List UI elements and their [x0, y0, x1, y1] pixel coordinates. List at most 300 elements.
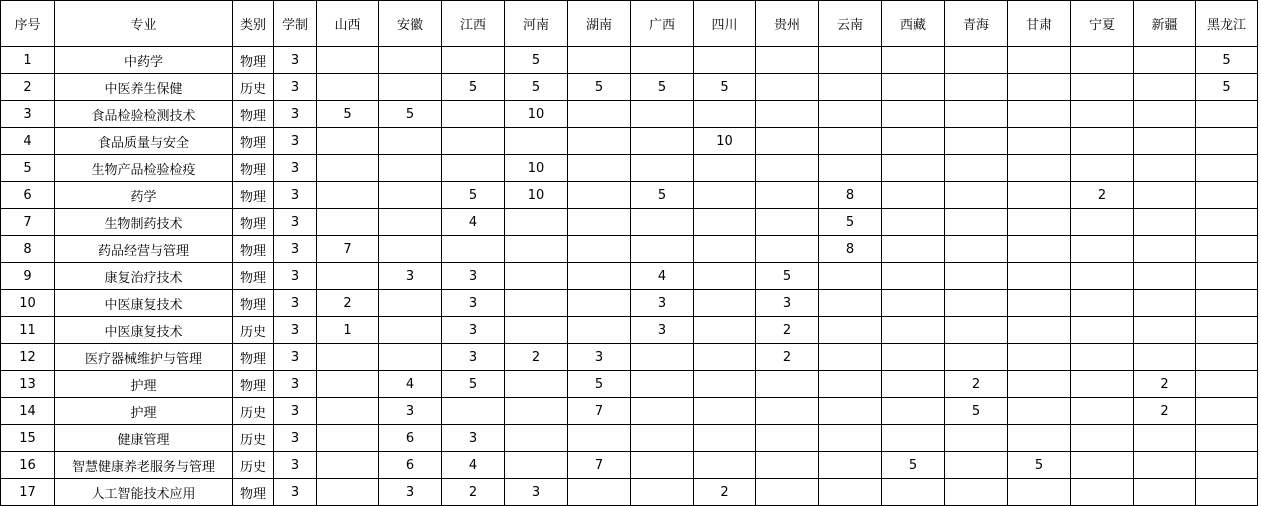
- duration-cell: 3: [274, 236, 317, 263]
- quota-cell: [631, 425, 694, 452]
- quota-cell: 3: [631, 317, 694, 344]
- quota-cell: 2: [1134, 398, 1196, 425]
- quota-cell: [882, 47, 945, 74]
- quota-cell: [694, 371, 756, 398]
- quota-cell: 10: [694, 128, 756, 155]
- quota-cell: [1196, 290, 1258, 317]
- quota-cell: 3: [631, 290, 694, 317]
- row-index-cell: 8: [1, 236, 55, 263]
- quota-cell: [505, 317, 568, 344]
- header-row: [1, 1, 1258, 47]
- quota-cell: [317, 182, 379, 209]
- column-header: 新疆: [1134, 1, 1196, 47]
- table-body: [1, 47, 1258, 506]
- quota-cell: [568, 155, 631, 182]
- quota-cell: 5: [317, 101, 379, 128]
- category-cell: 物理: [233, 47, 274, 74]
- quota-cell: 3: [442, 344, 505, 371]
- table-row: [1, 155, 1258, 182]
- quota-cell: 3: [442, 290, 505, 317]
- quota-cell: [317, 398, 379, 425]
- quota-cell: 5: [442, 74, 505, 101]
- quota-cell: 5: [568, 74, 631, 101]
- column-header: 云南: [819, 1, 882, 47]
- row-index-cell: 1: [1, 47, 55, 74]
- quota-cell: [756, 236, 819, 263]
- table-row: [1, 128, 1258, 155]
- category-cell: 物理: [233, 344, 274, 371]
- table-row: [1, 317, 1258, 344]
- quota-cell: [1134, 47, 1196, 74]
- quota-cell: [945, 290, 1008, 317]
- table-row: [1, 452, 1258, 479]
- quota-cell: [882, 155, 945, 182]
- quota-cell: [1008, 263, 1071, 290]
- quota-cell: [756, 101, 819, 128]
- quota-cell: [1008, 47, 1071, 74]
- table-row: [1, 425, 1258, 452]
- quota-cell: [505, 128, 568, 155]
- quota-cell: [1008, 182, 1071, 209]
- quota-cell: [945, 128, 1008, 155]
- quota-cell: [442, 155, 505, 182]
- duration-cell: 3: [274, 263, 317, 290]
- quota-cell: [442, 101, 505, 128]
- quota-cell: 4: [379, 371, 442, 398]
- quota-cell: [1196, 155, 1258, 182]
- quota-cell: 3: [442, 425, 505, 452]
- quota-cell: [756, 128, 819, 155]
- duration-cell: 3: [274, 182, 317, 209]
- quota-cell: [1196, 425, 1258, 452]
- quota-cell: [631, 209, 694, 236]
- duration-cell: 3: [274, 398, 317, 425]
- table-row: [1, 263, 1258, 290]
- quota-cell: 5: [442, 371, 505, 398]
- quota-cell: 3: [379, 398, 442, 425]
- quota-cell: 3: [568, 344, 631, 371]
- quota-cell: [945, 263, 1008, 290]
- quota-cell: [945, 452, 1008, 479]
- quota-cell: [1008, 236, 1071, 263]
- quota-cell: [1071, 128, 1134, 155]
- quota-cell: [1134, 155, 1196, 182]
- duration-cell: 3: [274, 290, 317, 317]
- quota-cell: [505, 425, 568, 452]
- quota-cell: [568, 47, 631, 74]
- quota-cell: [379, 317, 442, 344]
- quota-cell: [945, 209, 1008, 236]
- quota-cell: [631, 101, 694, 128]
- category-cell: 物理: [233, 290, 274, 317]
- quota-cell: [1196, 479, 1258, 506]
- quota-cell: [756, 209, 819, 236]
- quota-cell: [568, 128, 631, 155]
- quota-cell: 3: [505, 479, 568, 506]
- quota-cell: [1008, 344, 1071, 371]
- quota-cell: [1071, 101, 1134, 128]
- column-header: 序号: [1, 1, 55, 47]
- quota-cell: [694, 47, 756, 74]
- column-header: 黑龙江: [1196, 1, 1258, 47]
- quota-cell: [1134, 101, 1196, 128]
- table-row: [1, 371, 1258, 398]
- quota-cell: [694, 101, 756, 128]
- quota-cell: [694, 155, 756, 182]
- quota-cell: [756, 398, 819, 425]
- quota-cell: [694, 425, 756, 452]
- major-name-cell: 护理: [55, 371, 233, 398]
- quota-cell: [1196, 398, 1258, 425]
- quota-cell: [945, 344, 1008, 371]
- category-cell: 物理: [233, 479, 274, 506]
- quota-cell: [882, 398, 945, 425]
- quota-cell: [505, 236, 568, 263]
- column-header: 贵州: [756, 1, 819, 47]
- quota-cell: [1196, 128, 1258, 155]
- row-index-cell: 5: [1, 155, 55, 182]
- column-header: 宁夏: [1071, 1, 1134, 47]
- quota-cell: [568, 425, 631, 452]
- row-index-cell: 9: [1, 263, 55, 290]
- category-cell: 物理: [233, 371, 274, 398]
- quota-cell: [631, 398, 694, 425]
- quota-cell: 2: [1071, 182, 1134, 209]
- quota-cell: [505, 398, 568, 425]
- row-index-cell: 13: [1, 371, 55, 398]
- quota-cell: [317, 47, 379, 74]
- table-row: [1, 209, 1258, 236]
- category-cell: 物理: [233, 263, 274, 290]
- quota-cell: [1196, 452, 1258, 479]
- row-index-cell: 17: [1, 479, 55, 506]
- quota-cell: [631, 371, 694, 398]
- quota-cell: [1008, 371, 1071, 398]
- quota-cell: [756, 47, 819, 74]
- quota-cell: [882, 101, 945, 128]
- quota-cell: [631, 236, 694, 263]
- quota-cell: 8: [819, 182, 882, 209]
- major-name-cell: 智慧健康养老服务与管理: [55, 452, 233, 479]
- quota-cell: [568, 236, 631, 263]
- major-name-cell: 医疗器械维护与管理: [55, 344, 233, 371]
- quota-cell: 4: [631, 263, 694, 290]
- quota-cell: [505, 371, 568, 398]
- category-cell: 物理: [233, 209, 274, 236]
- quota-cell: [694, 452, 756, 479]
- table-row: [1, 101, 1258, 128]
- quota-cell: [631, 479, 694, 506]
- quota-cell: [379, 290, 442, 317]
- quota-cell: [694, 236, 756, 263]
- duration-cell: 3: [274, 101, 317, 128]
- quota-cell: [568, 182, 631, 209]
- quota-cell: [442, 128, 505, 155]
- column-header: 山西: [317, 1, 379, 47]
- quota-cell: [1196, 344, 1258, 371]
- quota-cell: [1134, 479, 1196, 506]
- quota-cell: 2: [317, 290, 379, 317]
- quota-cell: [1196, 317, 1258, 344]
- duration-cell: 3: [274, 317, 317, 344]
- quota-cell: 3: [379, 479, 442, 506]
- category-cell: 物理: [233, 182, 274, 209]
- quota-cell: [379, 209, 442, 236]
- table-row: [1, 47, 1258, 74]
- quota-cell: [1008, 479, 1071, 506]
- quota-cell: [379, 236, 442, 263]
- quota-cell: [568, 290, 631, 317]
- table-row: [1, 479, 1258, 506]
- category-cell: 历史: [233, 452, 274, 479]
- quota-cell: [1071, 344, 1134, 371]
- category-cell: 历史: [233, 317, 274, 344]
- quota-cell: [1196, 371, 1258, 398]
- quota-cell: [882, 263, 945, 290]
- quota-cell: 6: [379, 425, 442, 452]
- quota-cell: 5: [882, 452, 945, 479]
- quota-cell: [317, 344, 379, 371]
- major-name-cell: 中药学: [55, 47, 233, 74]
- quota-cell: [819, 371, 882, 398]
- quota-cell: [317, 155, 379, 182]
- quota-cell: [945, 101, 1008, 128]
- quota-cell: [1134, 344, 1196, 371]
- quota-cell: 2: [756, 344, 819, 371]
- quota-cell: [694, 263, 756, 290]
- quota-cell: [882, 236, 945, 263]
- category-cell: 历史: [233, 398, 274, 425]
- quota-cell: [568, 263, 631, 290]
- quota-cell: [882, 209, 945, 236]
- quota-cell: 5: [1196, 74, 1258, 101]
- quota-cell: [756, 74, 819, 101]
- major-name-cell: 中医养生保健: [55, 74, 233, 101]
- category-cell: 物理: [233, 128, 274, 155]
- table-row: [1, 182, 1258, 209]
- quota-cell: [882, 371, 945, 398]
- column-header: 广西: [631, 1, 694, 47]
- row-index-cell: 16: [1, 452, 55, 479]
- quota-cell: [317, 479, 379, 506]
- duration-cell: 3: [274, 371, 317, 398]
- quota-cell: [505, 452, 568, 479]
- quota-cell: [819, 47, 882, 74]
- quota-cell: [1071, 398, 1134, 425]
- quota-cell: [317, 263, 379, 290]
- quota-cell: 6: [379, 452, 442, 479]
- quota-cell: [756, 155, 819, 182]
- row-index-cell: 2: [1, 74, 55, 101]
- quota-cell: [1008, 398, 1071, 425]
- quota-cell: 7: [317, 236, 379, 263]
- quota-cell: [1008, 128, 1071, 155]
- row-index-cell: 3: [1, 101, 55, 128]
- duration-cell: 3: [274, 425, 317, 452]
- quota-cell: [631, 128, 694, 155]
- quota-cell: [1071, 209, 1134, 236]
- quota-cell: 5: [505, 74, 568, 101]
- quota-cell: [1196, 236, 1258, 263]
- quota-cell: [379, 344, 442, 371]
- quota-cell: [1071, 290, 1134, 317]
- quota-cell: [694, 182, 756, 209]
- quota-cell: [756, 425, 819, 452]
- duration-cell: 3: [274, 47, 317, 74]
- quota-cell: 5: [694, 74, 756, 101]
- quota-cell: [882, 290, 945, 317]
- row-index-cell: 14: [1, 398, 55, 425]
- quota-cell: 5: [505, 47, 568, 74]
- quota-cell: [317, 128, 379, 155]
- quota-cell: [317, 452, 379, 479]
- quota-cell: 3: [442, 263, 505, 290]
- quota-cell: [945, 425, 1008, 452]
- quota-cell: 5: [631, 182, 694, 209]
- column-header: 西藏: [882, 1, 945, 47]
- quota-cell: [694, 398, 756, 425]
- quota-cell: 2: [756, 317, 819, 344]
- quota-cell: 2: [694, 479, 756, 506]
- quota-cell: [1134, 74, 1196, 101]
- quota-cell: 5: [442, 182, 505, 209]
- duration-cell: 3: [274, 344, 317, 371]
- quota-cell: [1071, 317, 1134, 344]
- row-index-cell: 6: [1, 182, 55, 209]
- quota-cell: [1008, 155, 1071, 182]
- major-name-cell: 生物制药技术: [55, 209, 233, 236]
- quota-cell: 10: [505, 182, 568, 209]
- quota-cell: 5: [945, 398, 1008, 425]
- quota-cell: [1008, 317, 1071, 344]
- quota-cell: [568, 479, 631, 506]
- quota-cell: [1071, 479, 1134, 506]
- major-name-cell: 药品经营与管理: [55, 236, 233, 263]
- quota-cell: [1008, 101, 1071, 128]
- duration-cell: 3: [274, 452, 317, 479]
- major-name-cell: 中医康复技术: [55, 317, 233, 344]
- quota-cell: [756, 182, 819, 209]
- quota-cell: [1008, 209, 1071, 236]
- major-name-cell: 中医康复技术: [55, 290, 233, 317]
- quota-cell: [945, 182, 1008, 209]
- duration-cell: 3: [274, 209, 317, 236]
- column-header: 类别: [233, 1, 274, 47]
- quota-cell: [819, 317, 882, 344]
- quota-cell: [945, 479, 1008, 506]
- quota-cell: [379, 182, 442, 209]
- quota-cell: 2: [1134, 371, 1196, 398]
- quota-cell: [1071, 371, 1134, 398]
- table-row: [1, 236, 1258, 263]
- quota-cell: [1134, 236, 1196, 263]
- quota-cell: 4: [442, 209, 505, 236]
- major-name-cell: 生物产品检验检疫: [55, 155, 233, 182]
- quota-cell: [819, 101, 882, 128]
- quota-cell: 10: [505, 155, 568, 182]
- quota-cell: 5: [1196, 47, 1258, 74]
- quota-cell: [1134, 263, 1196, 290]
- quota-cell: [882, 182, 945, 209]
- quota-cell: [1071, 263, 1134, 290]
- quota-cell: 10: [505, 101, 568, 128]
- quota-cell: [1071, 236, 1134, 263]
- quota-cell: [945, 155, 1008, 182]
- row-index-cell: 10: [1, 290, 55, 317]
- quota-cell: [1071, 155, 1134, 182]
- quota-cell: 5: [1008, 452, 1071, 479]
- table-row: [1, 398, 1258, 425]
- quota-cell: [1134, 128, 1196, 155]
- quota-cell: [505, 209, 568, 236]
- column-header: 湖南: [568, 1, 631, 47]
- category-cell: 历史: [233, 425, 274, 452]
- duration-cell: 3: [274, 128, 317, 155]
- quota-cell: [882, 344, 945, 371]
- quota-cell: [1071, 452, 1134, 479]
- quota-cell: [694, 209, 756, 236]
- quota-cell: [819, 74, 882, 101]
- category-cell: 物理: [233, 101, 274, 128]
- row-index-cell: 15: [1, 425, 55, 452]
- quota-cell: 7: [568, 398, 631, 425]
- quota-cell: [379, 128, 442, 155]
- quota-cell: [882, 128, 945, 155]
- quota-cell: [631, 452, 694, 479]
- quota-cell: [819, 128, 882, 155]
- quota-cell: [819, 398, 882, 425]
- quota-cell: 3: [756, 290, 819, 317]
- quota-cell: [1134, 425, 1196, 452]
- quota-cell: [1008, 74, 1071, 101]
- quota-cell: [442, 398, 505, 425]
- quota-cell: [1134, 182, 1196, 209]
- quota-cell: [882, 479, 945, 506]
- quota-cell: [317, 74, 379, 101]
- column-header: 青海: [945, 1, 1008, 47]
- row-index-cell: 11: [1, 317, 55, 344]
- quota-cell: [317, 425, 379, 452]
- quota-cell: [1196, 101, 1258, 128]
- major-name-cell: 人工智能技术应用: [55, 479, 233, 506]
- quota-cell: 8: [819, 236, 882, 263]
- quota-cell: 1: [317, 317, 379, 344]
- quota-cell: [1134, 317, 1196, 344]
- quota-cell: [819, 452, 882, 479]
- column-header: 学制: [274, 1, 317, 47]
- quota-cell: [317, 371, 379, 398]
- quota-cell: [694, 317, 756, 344]
- quota-cell: [1071, 425, 1134, 452]
- quota-cell: 5: [756, 263, 819, 290]
- quota-cell: [945, 317, 1008, 344]
- quota-cell: [1134, 452, 1196, 479]
- major-name-cell: 护理: [55, 398, 233, 425]
- quota-cell: [1008, 290, 1071, 317]
- quota-cell: 4: [442, 452, 505, 479]
- quota-cell: [1196, 182, 1258, 209]
- quota-cell: [568, 317, 631, 344]
- quota-cell: [442, 236, 505, 263]
- quota-cell: 5: [631, 74, 694, 101]
- quota-cell: [379, 47, 442, 74]
- quota-cell: [1134, 209, 1196, 236]
- quota-cell: 5: [379, 101, 442, 128]
- quota-cell: 5: [568, 371, 631, 398]
- quota-cell: [945, 74, 1008, 101]
- quota-cell: [819, 263, 882, 290]
- quota-cell: 7: [568, 452, 631, 479]
